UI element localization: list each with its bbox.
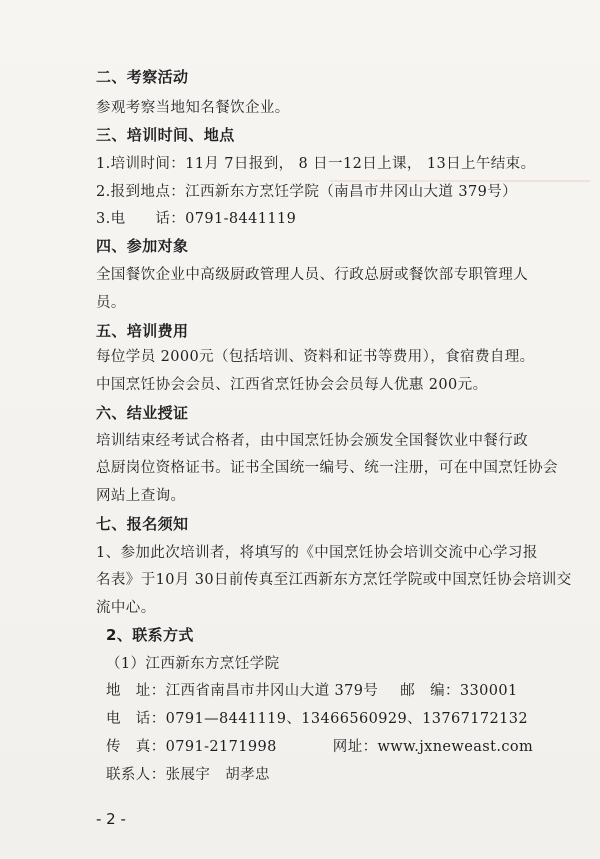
contact-person-value: 张展宇 胡孝忠 [165,767,270,783]
fax-label: 传 真： [106,739,166,755]
fees-text-line2: 中国烹饪协会会员、江西省烹饪协会会员每人优惠 200元。 [96,377,488,393]
registration-location: 2.报到地点：江西新东方烹饪学院（南昌市井冈山大道 379号） [96,184,518,200]
contact-fax-row [106,735,533,756]
section-text-inspection: 参观考察当地知名餐饮企业。 [96,100,290,116]
contact-phone-row [106,707,528,728]
registration-phone: 3.电 话：0791-8441119 [96,211,297,227]
fax-value: 0791-2171998 [165,739,277,755]
certificate-text-line2: 总厨岗位资格证书。证书全国统一编号、统一注册，可在中国烹饪协会 [96,460,558,476]
website-value: www.jxneweast.com [377,739,534,755]
audience-text-line2: 员。 [96,295,126,311]
contact-heading: 2、联系方式 [106,626,194,644]
phone-label: 电 话： [106,711,166,727]
section-heading-audience: 四、参加对象 [96,237,189,255]
registration-text-line1: 1、参加此次培训者，将填写的《中国烹饪协会培训交流中心学习报 [96,545,538,561]
phone-value: 0791—8441119、13466560929、13767172132 [165,711,528,727]
postcode-label: 邮 编： [400,683,460,699]
audience-text-line1: 全国餐饮企业中高级厨政管理人员、行政总厨或餐饮部专职管理人 [96,267,529,283]
contact-address-row [106,679,518,700]
fees-text-line1: 每位学员 2000元（包括培训、资料和证书等费用），食宿费自理。 [96,349,535,365]
section-heading-certificate: 六、结业授证 [96,404,189,422]
registration-text-line2: 名表》于10月 30日前传真至江西新东方烹饪学院或中国烹饪协会培训交 [96,572,572,588]
address-value: 江西省南昌市井冈山大道 379号 [165,683,379,699]
registration-text-line3: 流中心。 [96,600,156,616]
contact-organization: （1）江西新东方烹饪学院 [106,656,280,672]
section-heading-fees: 五、培训费用 [96,322,189,340]
website-label: 网址： [332,739,378,755]
section-heading-inspection: 二、考察活动 [96,68,189,86]
training-time: 1.培训时间：11月 7日报到， 8 日一12日上课， 13日上午结束。 [96,156,536,172]
section-heading-time-place: 三、培训时间、地点 [96,126,235,144]
postcode-value: 330001 [459,683,518,699]
section-heading-registration: 七、报名须知 [96,515,189,533]
contact-person-label: 联系人： [106,767,166,783]
contact-person-row [106,763,270,784]
address-label: 地 址： [106,683,166,699]
certificate-text-line1: 培训结束经考试合格者，由中国烹饪协会颁发全国餐饮业中餐行政 [96,433,529,449]
certificate-text-line3: 网站上查询。 [96,488,186,504]
page-number: - 2 - [96,810,126,828]
